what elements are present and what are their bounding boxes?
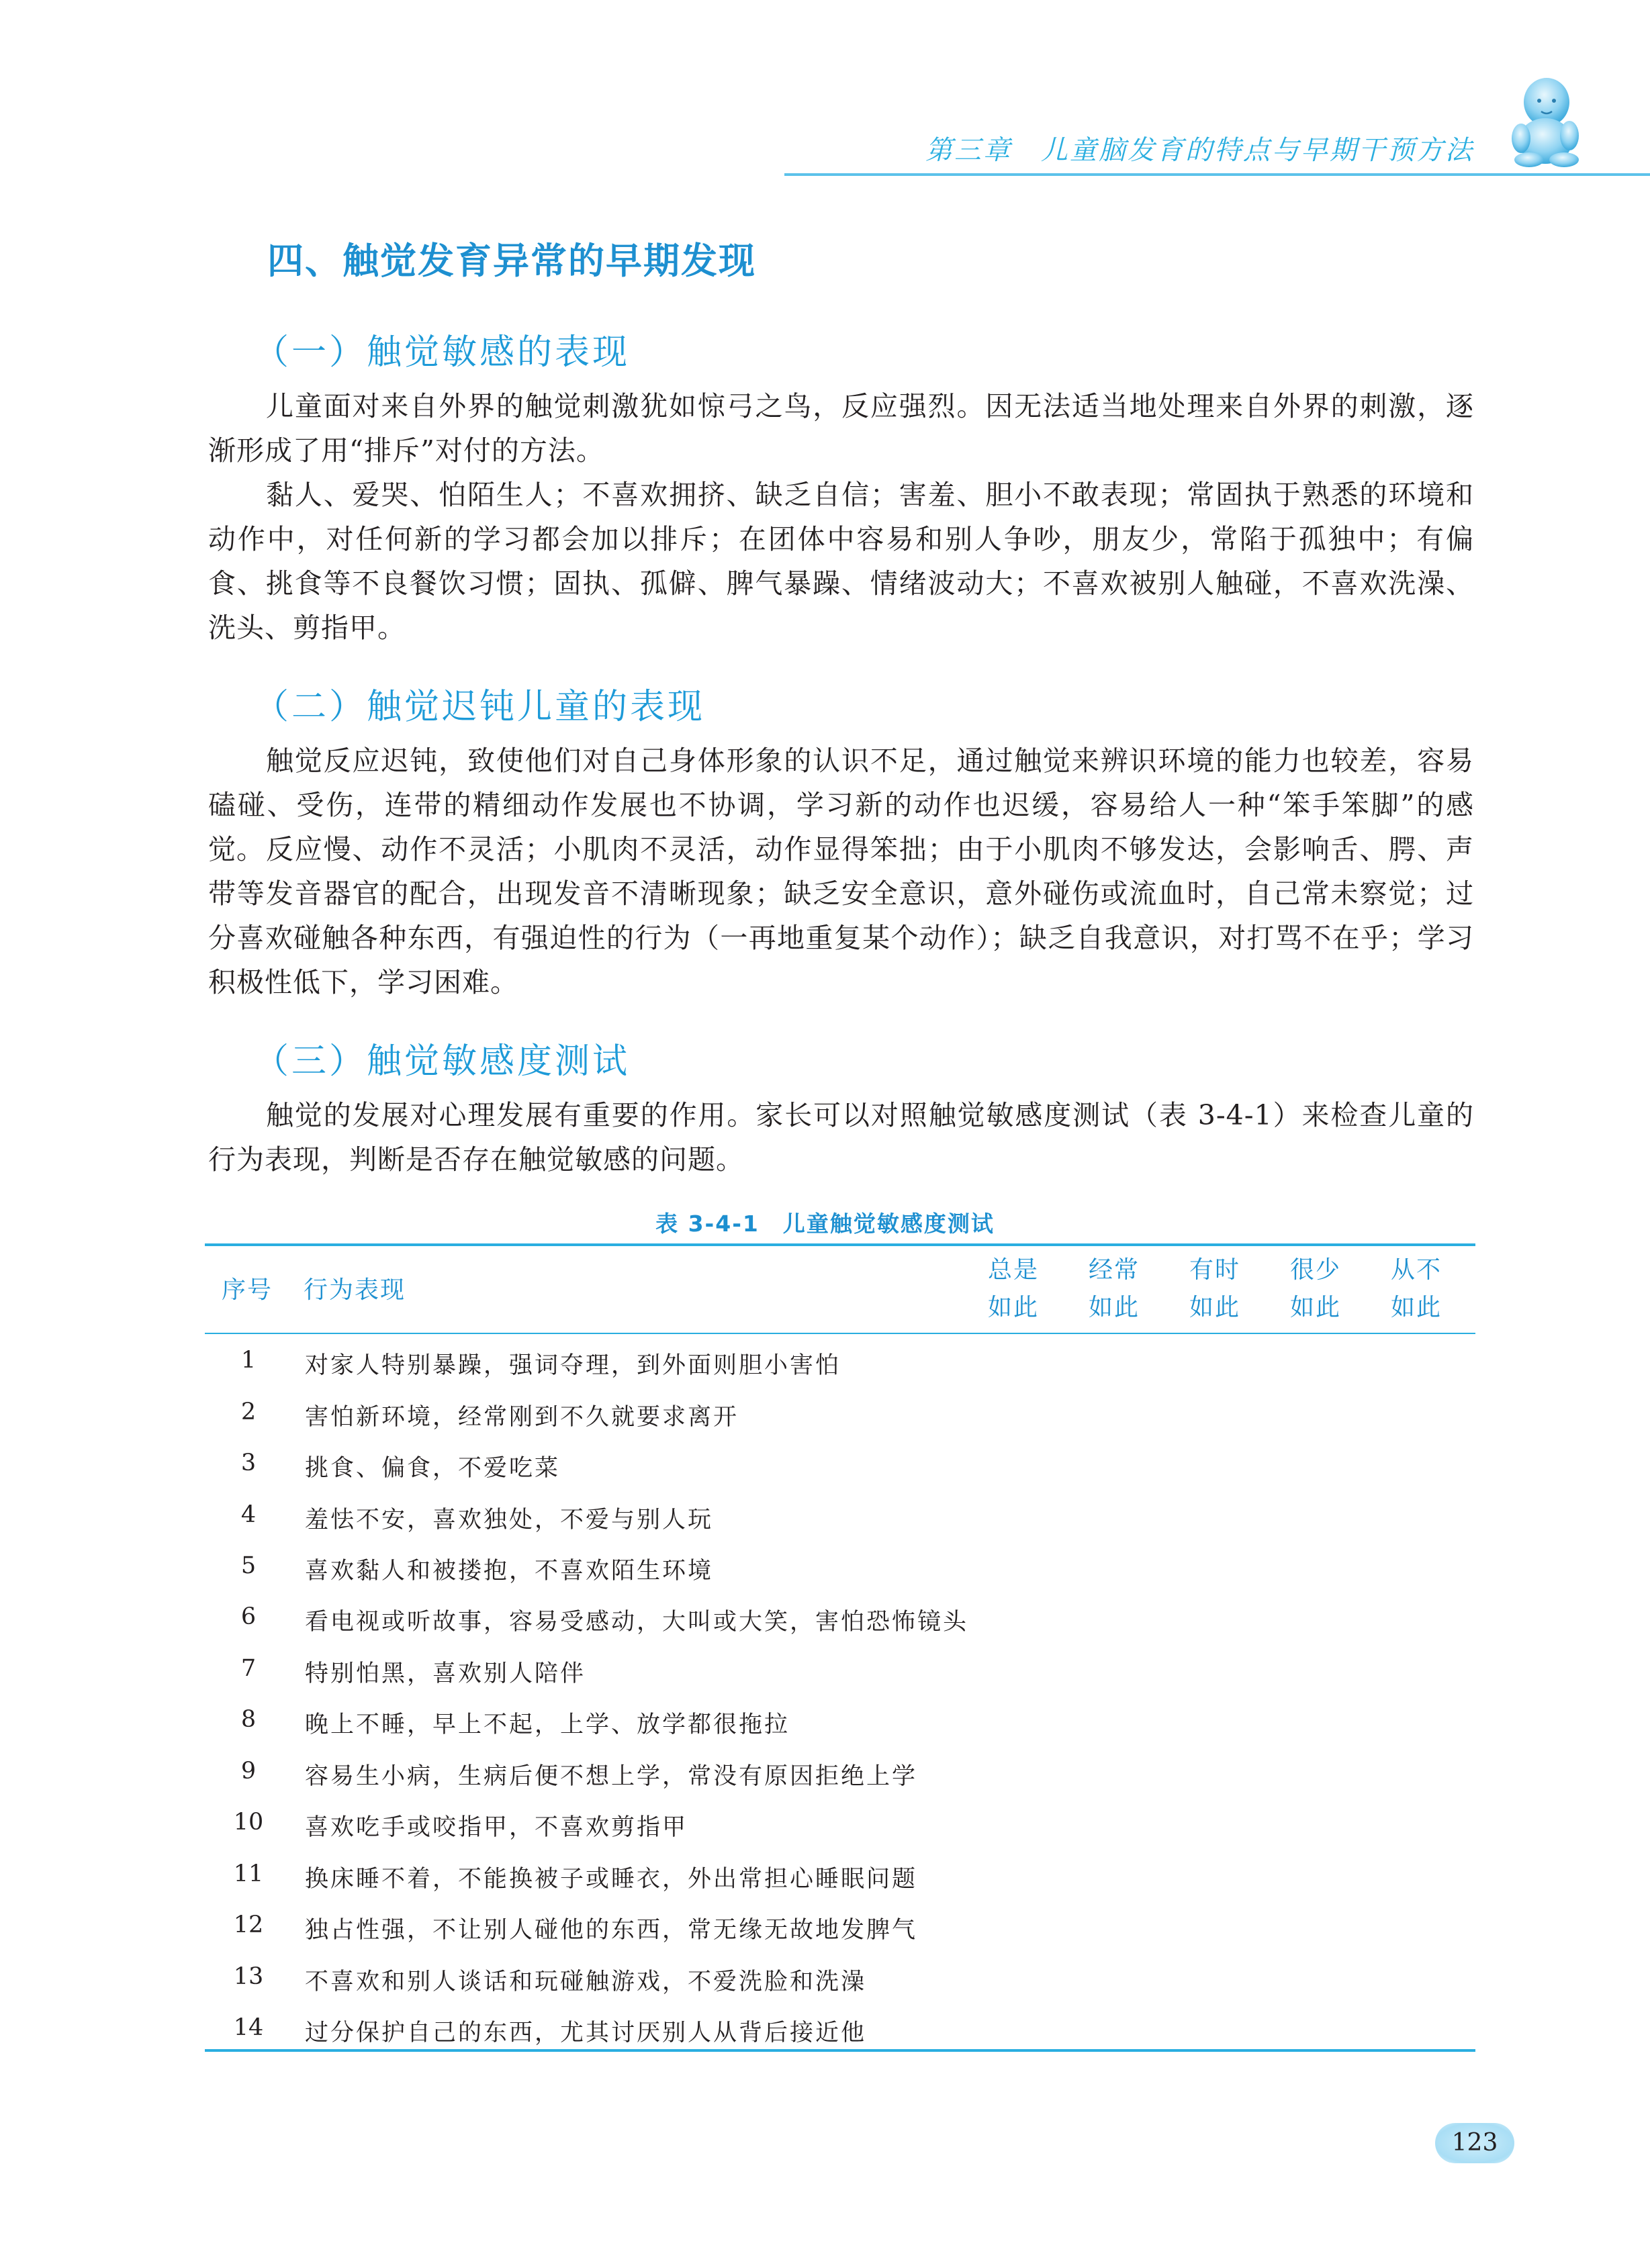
row-behavior: 独占性强，不让别人碰他的东西，常无缘无故地发脾气 [305, 1917, 918, 1944]
table-header-rule [205, 1333, 1475, 1334]
subsection-title-3: （三）触觉敏感度测试 [254, 1041, 631, 1082]
row-behavior: 喜欢黏人和被搂抱，不喜欢陌生环境 [305, 1558, 714, 1585]
subsection-title-2: （二）触觉迟钝儿童的表现 [254, 687, 706, 727]
row-number: 13 [233, 1963, 264, 1990]
page-number: 123 [1435, 2123, 1514, 2163]
header-divider [784, 173, 1650, 176]
header-number: 序号 [222, 1276, 273, 1304]
table-row [205, 1335, 1475, 1386]
row-number: 3 [240, 1450, 257, 1476]
table-row [205, 1489, 1475, 1541]
header-never: 从不 如此 [1390, 1256, 1442, 1321]
section-title: 四、触觉发育异常的早期发现 [267, 240, 756, 282]
row-number: 1 [240, 1347, 257, 1374]
row-behavior: 对家人特别暴躁，强词夺理，到外面则胆小害怕 [305, 1352, 841, 1379]
page-header [0, 0, 1650, 188]
row-number: 14 [233, 2014, 264, 2041]
row-behavior: 容易生小病，生病后便不想上学，常没有原因拒绝上学 [305, 1763, 918, 1790]
row-behavior: 不喜欢和别人谈话和玩碰触游戏，不爱洗脸和洗澡 [305, 1969, 867, 1995]
row-number: 12 [233, 1911, 264, 1938]
row-number: 10 [233, 1809, 264, 1836]
table-row [205, 1694, 1475, 1746]
row-behavior: 特别怕黑，喜欢别人陪伴 [305, 1660, 586, 1687]
row-number: 7 [240, 1655, 257, 1682]
table-row [205, 1746, 1475, 1797]
row-behavior: 羞怯不安，喜欢独处，不爱与别人玩 [305, 1507, 714, 1533]
paragraph: 儿童面对来自外界的触觉刺激犹如惊弓之鸟，反应强烈。因无法适当地处理来自外界的刺激，逐渐形成了用“排斥”对付的方法。 [208, 390, 1474, 467]
baby-icon [1502, 74, 1588, 168]
row-behavior: 喜欢吃手或咬指甲，不喜欢剪指甲 [305, 1814, 688, 1841]
paragraph: 触觉反应迟钝，致使他们对自己身体形象的认识不足，通过触觉来辨识环境的能力也较差，容易磕碰、受伤，连带的精细动作发展也不协调，学习新的动作也迟缓，容易给人一种“笨手笨脚”的感觉。 [208, 745, 1474, 865]
table-row [205, 1899, 1475, 1951]
row-number: 6 [240, 1603, 257, 1630]
table-row [205, 2002, 1475, 2054]
row-behavior: 换床睡不着，不能换被子或睡衣，外出常担心睡眠问题 [305, 1866, 918, 1893]
table-top-rule [205, 1243, 1475, 1246]
table-row [205, 1643, 1475, 1695]
row-number: 8 [240, 1706, 257, 1733]
table-row [205, 1591, 1475, 1643]
row-number: 9 [240, 1758, 257, 1785]
table-row [205, 1437, 1475, 1489]
row-number: 2 [240, 1399, 257, 1425]
row-behavior: 害怕新环境，经常刚到不久就要求离开 [305, 1404, 739, 1431]
header-rarely: 很少 如此 [1289, 1256, 1341, 1321]
paragraph: 黏人、爱哭、怕陌生人；不喜欢拥挤、缺乏自信；害羞、胆小不敢表现；常固执于熟悉的环境和动作中，对任何新的学习都会加以排斥；在团体中容易和别人争吵，朋友少，常陷于孤独中；有偏食、挑食等不良餐饮习惯；固执、孤僻、脾气暴躁、情绪波动大；不喜欢被别人触碰，不喜欢洗澡、洗头、剪指甲。 [208, 479, 1474, 644]
table-caption: 表 3-4-1 儿童触觉敏感度测试 [655, 1211, 995, 1237]
row-behavior: 挑食、偏食，不爱吃菜 [305, 1455, 561, 1482]
header-sometimes: 有时 如此 [1189, 1256, 1240, 1321]
row-behavior: 看电视或听故事，容易受感动，大叫或大笑，害怕恐怖镜头 [305, 1609, 969, 1636]
paragraph: 反应慢、动作不灵活；小肌肉不灵活，动作显得笨拙；由于小肌肉不够发达，会影响舌、腭、声带等发音器官的配合，出现发音不清晰现象；缺乏安全意识，意外碰伤或流血时，自己常未察觉；过分喜欢碰触各种东西，有强迫性的行为（一再地重复某个动作）；缺乏自我意识，对打骂不在乎；学习积极性低下，学习困难。 [208, 833, 1474, 998]
chapter-title: 第三章 儿童脑发育的特点与早期干预方法 [925, 135, 1474, 166]
header-often: 经常 如此 [1088, 1256, 1140, 1321]
paragraph: 触觉的发展对心理发展有重要的作用。家长可以对照触觉敏感度测试（表 3-4-1）来检查儿童的行为表现，判断是否存在触觉敏感的问题。 [208, 1099, 1474, 1176]
table-row [205, 1386, 1475, 1438]
header-behavior: 行为表现 [304, 1276, 406, 1304]
row-number: 5 [240, 1552, 257, 1579]
table-row [205, 1797, 1475, 1848]
table-row [205, 1540, 1475, 1592]
subsection-title-1: （一）触觉敏感的表现 [254, 332, 631, 373]
row-behavior: 晚上不睡，早上不起，上学、放学都很拖拉 [305, 1711, 790, 1738]
row-number: 4 [240, 1501, 257, 1528]
row-behavior: 过分保护自己的东西，尤其讨厌别人从背后接近他 [305, 2020, 867, 2046]
header-always: 总是 如此 [987, 1256, 1039, 1321]
table-bottom-rule [205, 2049, 1475, 2052]
table-row [205, 1848, 1475, 1900]
row-number: 11 [233, 1860, 264, 1887]
table-row [205, 1951, 1475, 2003]
